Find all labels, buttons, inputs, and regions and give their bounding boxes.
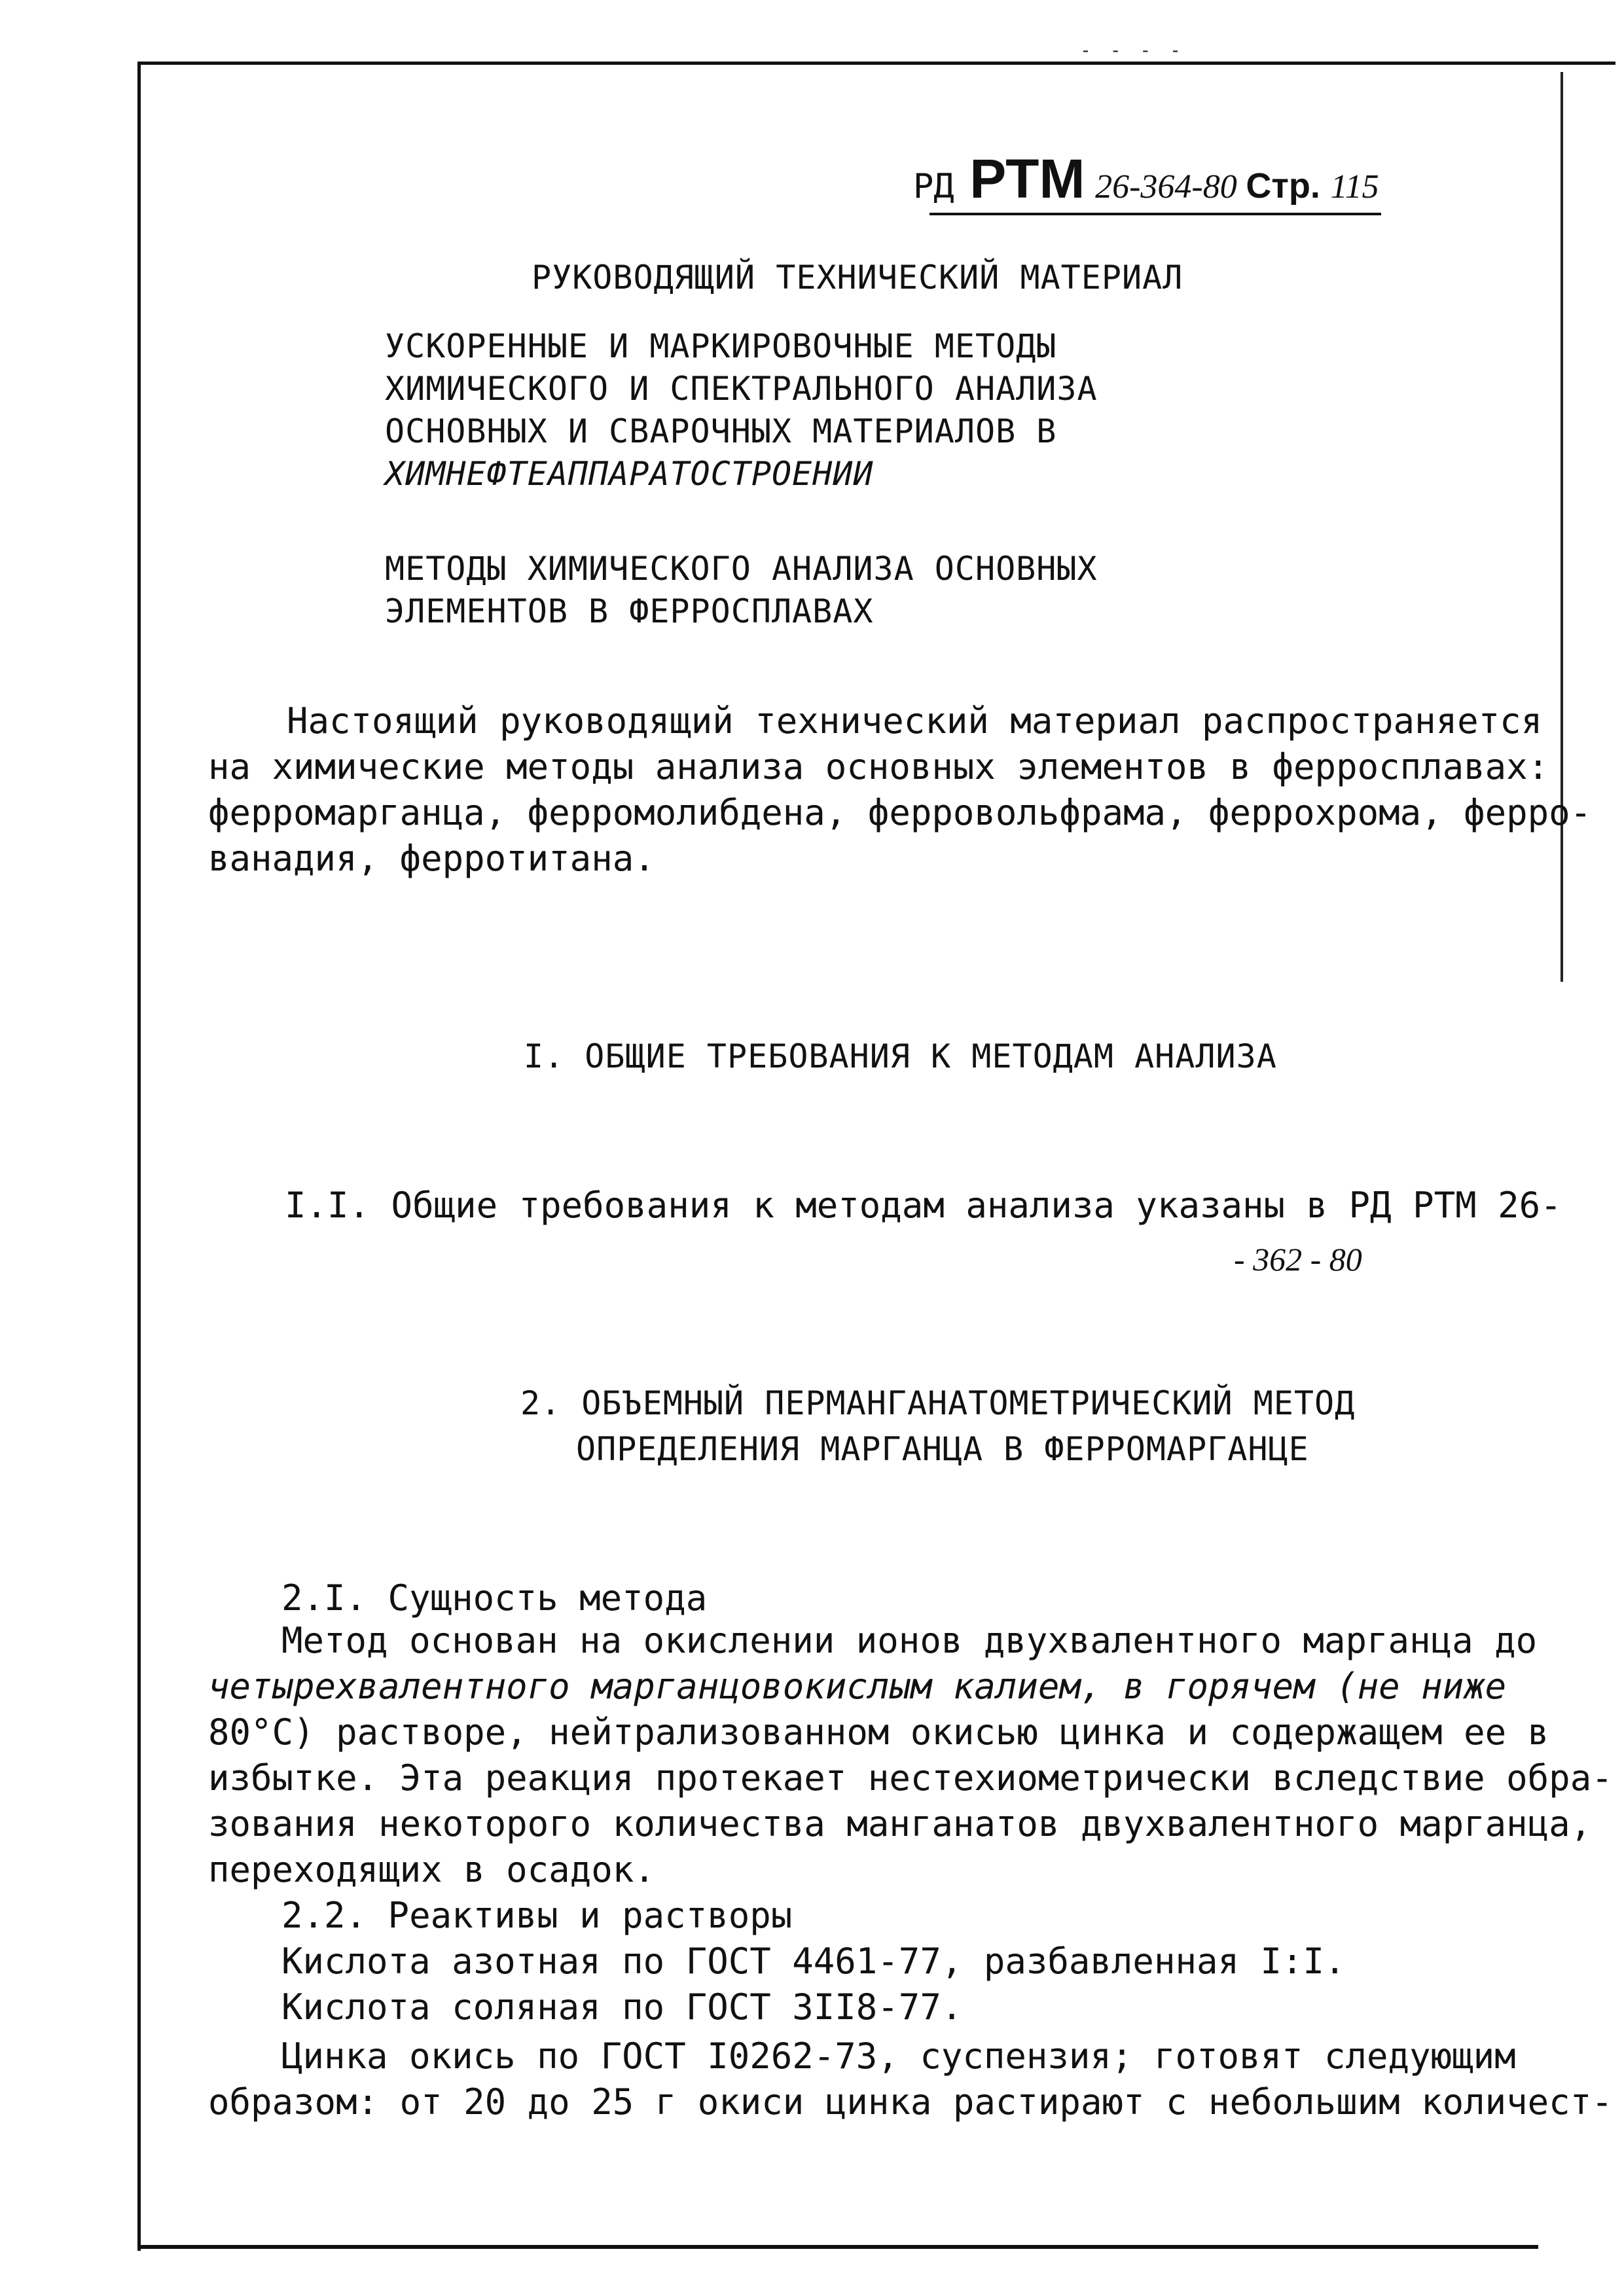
section-2-1-line-3: 80°С) растворе, нейтрализованном окисью цинка и содержащем ее в	[208, 1712, 1549, 1753]
section-2-1-line-6: переходящих в осадок.	[208, 1849, 655, 1890]
header-page-number: 115	[1330, 168, 1379, 206]
header-document-number: 26-364-80	[1095, 168, 1237, 206]
frame-bottom-border	[137, 2245, 1538, 2249]
section-2-2-line-4: образом: от 20 до 25 г окиси цинка растирают с небольшим количест-	[208, 2081, 1613, 2123]
frame-left-border	[137, 62, 141, 2251]
scan-marks: - - - -	[1080, 39, 1185, 61]
section-2-heading-line-1: 2. ОБЪЕМНЫЙ ПЕРМАНГАНАТОМЕТРИЧЕСКИЙ МЕТОД	[520, 1384, 1356, 1422]
section-2-2-line-3: Цинка окись по ГОСТ I0262-73, суспензия; готовят следующим	[281, 2036, 1516, 2077]
section-2-1-line-5: зования некоторого количества манганатов двухвалентного марганца,	[208, 1803, 1592, 1844]
header-rd: РД	[913, 167, 954, 206]
section-1-heading: I. ОБЩИЕ ТРЕБОВАНИЯ К МЕТОДАМ АНАЛИЗА	[524, 1037, 1277, 1075]
section-2-2-title: 2.2. Реактивы и растворы	[281, 1895, 793, 1936]
section-2-1-title: 2.I. Сущность метода	[281, 1577, 708, 1619]
header-rtm: РТМ	[969, 148, 1085, 209]
header-page-label: Стр.	[1246, 166, 1320, 206]
intro-line-1: Настоящий руководящий технический материал распространяется	[287, 700, 1543, 742]
intro-line-3: ферромарганца, ферромолибдена, ферровольфрама, феррохрома, ферро-	[208, 792, 1592, 833]
main-title: РУКОВОДЯЩИЙ ТЕХНИЧЕСКИЙ МАТЕРИАЛ	[532, 259, 1183, 296]
subtitle-line-4: ХИМНЕФТЕАППАРАТОСТРОЕНИИ	[385, 455, 874, 493]
section-2-1-line-4: избытке. Эта реакция протекает нестехиометрически вследствие обра-	[208, 1757, 1613, 1799]
section-2-2-line-1: Кислота азотная по ГОСТ 4461-77, разбавленная I:I.	[281, 1941, 1346, 1982]
intro-line-2: на химические методы анализа основных элементов в ферросплавах:	[208, 746, 1549, 787]
methods-title-line-1: МЕТОДЫ ХИМИЧЕСКОГО АНАЛИЗА ОСНОВНЫХ	[385, 550, 1098, 588]
frame-top-border	[137, 62, 1615, 65]
subtitle-line-2: ХИМИЧЕСКОГО И СПЕКТРАЛЬНОГО АНАЛИЗА	[385, 370, 1098, 408]
section-1-1-handwritten-number: - 362 - 80	[1234, 1241, 1362, 1278]
section-2-1-line-1: Метод основан на окислении ионов двухвалентного марганца до	[281, 1620, 1538, 1661]
section-2-1-line-2: четырехвалентного марганцовокислым калием, в горячем (не ниже	[208, 1666, 1507, 1707]
intro-line-4: ванадия, ферротитана.	[208, 838, 655, 879]
frame-right-border	[1561, 72, 1563, 982]
subtitle-line-1: УСКОРЕННЫЕ И МАРКИРОВОЧНЫЕ МЕТОДЫ	[385, 327, 1057, 365]
section-2-2-line-2: Кислота соляная по ГОСТ 3II8-77.	[281, 1986, 963, 2028]
header-underline	[929, 213, 1381, 215]
document-header	[913, 147, 1379, 211]
methods-title-line-2: ЭЛЕМЕНТОВ В ФЕРРОСПЛАВАХ	[385, 592, 874, 630]
section-2-heading-line-2: ОПРЕДЕЛЕНИЯ МАРГАНЦА В ФЕРРОМАРГАНЦЕ	[576, 1430, 1309, 1468]
subtitle-line-3: ОСНОВНЫХ И СВАРОЧНЫХ МАТЕРИАЛОВ В	[385, 412, 1057, 450]
section-1-1-text: I.I. Общие требования к методам анализа указаны в РД РТМ 26-	[285, 1185, 1562, 1226]
